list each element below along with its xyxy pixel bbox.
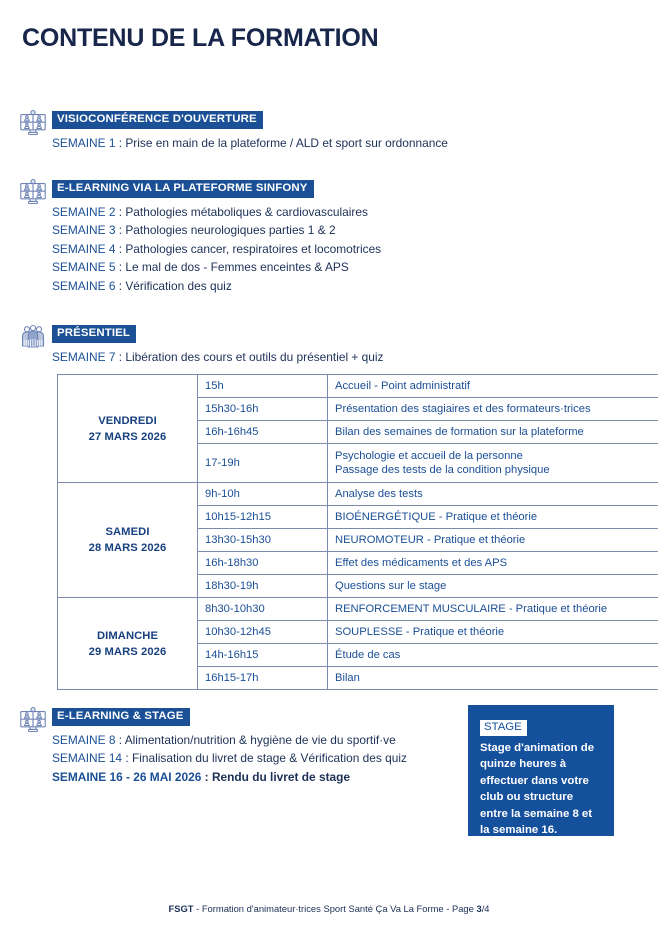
section-row	[18, 177, 381, 295]
description-line: Passage des tests de la condition physique	[335, 464, 550, 476]
table-row	[58, 375, 658, 398]
time-cell: 16h-18h30	[198, 552, 328, 575]
video-conference-icon	[18, 705, 52, 736]
day-name: VENDREDI	[98, 414, 157, 427]
description-line: SOUPLESSE - Pratique et théorie	[335, 626, 505, 638]
description-line: Questions sur le stage	[335, 580, 447, 592]
description-line: Présentation des stagiaires et des formateurs·trices	[335, 403, 591, 415]
week-line	[52, 768, 407, 787]
week-separator: :	[115, 135, 126, 150]
description-line: RENFORCEMENT MUSCULAIRE - Pratique et théorie	[335, 603, 608, 615]
footer-page-total: /4	[481, 903, 490, 914]
week-line	[52, 240, 381, 259]
time-cell: 14h-16h15	[198, 644, 328, 667]
week-separator: :	[201, 769, 212, 784]
table-row	[58, 598, 658, 621]
section-body	[52, 177, 381, 295]
footer-middle: - Formation d'animateur·trices Sport Santé Ça Va La Forme - Page	[193, 903, 477, 914]
time-cell: 16h-16h45	[198, 421, 328, 444]
section-badge	[52, 111, 263, 129]
day-cell	[58, 483, 198, 598]
stage-callout-box	[468, 705, 614, 836]
section-body	[52, 108, 448, 152]
week-text: Pathologies neurologiques parties 1 & 2	[125, 223, 336, 238]
week-label: SEMAINE 5	[52, 260, 116, 275]
day-date: 28 MARS 2026	[88, 542, 167, 554]
week-label: SEMAINE 4	[52, 241, 116, 256]
description-cell	[328, 398, 658, 421]
week-separator: :	[115, 241, 126, 256]
time-cell: 8h30-10h30	[198, 598, 328, 621]
day-cell	[58, 598, 198, 690]
video-conference-icon	[18, 177, 52, 208]
time-cell: 15h30-16h	[198, 398, 328, 421]
week-text: Prise en main de la plateforme / ALD et sport sur ordonnance	[125, 135, 448, 150]
week-label: SEMAINE 6	[52, 278, 116, 293]
stage-callout-text: Stage d'animation de quinze heures à effectuer dans votre club ou structure entre la semaine 8 et la semaine 16.	[480, 741, 595, 836]
week-separator: :	[115, 260, 126, 275]
time-cell: 17-19h	[198, 444, 328, 483]
week-separator: :	[115, 204, 126, 219]
section-1	[18, 108, 448, 152]
section-badge-label: PRÉSENTIEL	[57, 327, 131, 339]
time-cell: 16h15-17h	[198, 667, 328, 690]
week-text: Libération des cours et outils du présentiel + quiz	[125, 349, 384, 364]
week-text: Le mal de dos - Femmes enceintes & APS	[125, 260, 349, 275]
section-badge-label: E-LEARNING & STAGE	[57, 710, 184, 722]
day-date: 29 MARS 2026	[88, 645, 167, 658]
section-2	[18, 177, 381, 295]
description-cell	[328, 506, 658, 529]
description-line: Bilan des semaines de formation sur la plateforme	[335, 426, 584, 438]
description-line: Étude de cas	[335, 649, 401, 661]
day-name: SAMEDI	[105, 526, 150, 538]
time-cell: 10h30-12h45	[198, 621, 328, 644]
section-3	[18, 322, 383, 366]
time-cell: 18h30-19h	[198, 575, 328, 598]
week-label: SEMAINE 3	[52, 223, 116, 238]
week-line	[52, 731, 407, 750]
week-line	[52, 221, 381, 240]
week-line	[52, 134, 448, 153]
week-label: SEMAINE 7	[52, 349, 116, 364]
section-lines	[52, 348, 383, 367]
video-conference-icon	[18, 108, 52, 139]
section-badge	[52, 180, 314, 198]
section-4	[18, 705, 407, 786]
week-text: Pathologies métaboliques & cardiovasculaires	[125, 204, 368, 219]
week-label: SEMAINE 14	[52, 751, 123, 766]
description-cell	[328, 483, 658, 506]
week-text: Finalisation du livret de stage & Vérification des quiz	[131, 751, 407, 766]
section-body	[52, 705, 407, 786]
section-lines	[52, 134, 448, 153]
page-footer	[0, 903, 658, 914]
week-text: Alimentation/nutrition & hygiène de vie du sportif·ve	[124, 732, 396, 747]
description-cell	[328, 644, 658, 667]
description-line: Effet des médicaments et des APS	[335, 557, 508, 569]
description-line: Bilan	[335, 672, 360, 684]
time-cell: 15h	[198, 375, 328, 398]
week-separator: :	[122, 751, 132, 766]
description-line: NEUROMOTEUR - Pratique et théorie	[335, 534, 526, 546]
description-line: Accueil - Point administratif	[335, 380, 470, 392]
time-cell: 10h15-12h15	[198, 506, 328, 529]
week-line	[52, 258, 381, 277]
footer-org: FSGT	[168, 903, 194, 914]
day-cell	[58, 375, 198, 483]
description-cell	[328, 529, 658, 552]
week-label: SEMAINE 1	[52, 135, 116, 150]
section-row	[18, 108, 448, 152]
week-label: SEMAINE 2	[52, 204, 116, 219]
time-cell: 9h-10h	[198, 483, 328, 506]
week-separator: :	[115, 278, 126, 293]
description-cell	[328, 552, 658, 575]
description-cell	[328, 621, 658, 644]
description-cell	[328, 421, 658, 444]
section-badge-emphasis: SINFONY	[255, 182, 308, 194]
week-label: SEMAINE 8	[52, 732, 116, 747]
section-body	[52, 322, 383, 366]
section-badge-label: E-LEARNING VIA LA PLATEFORME	[57, 182, 256, 194]
section-lines	[52, 731, 407, 787]
week-line	[52, 348, 383, 367]
day-date: 27 MARS 2026	[88, 430, 167, 443]
description-line: Psychologie et accueil de la personne	[335, 450, 523, 462]
time-cell: 13h30-15h30	[198, 529, 328, 552]
section-row	[18, 322, 383, 366]
day-name: DIMANCHE	[96, 629, 159, 642]
description-cell	[328, 575, 658, 598]
week-text: Pathologies cancer, respiratoires et locomotrices	[125, 241, 382, 256]
page-title: CONTENU DE LA FORMATION	[22, 24, 379, 52]
stage-callout-label: STAGE	[480, 720, 527, 736]
table-row	[58, 483, 658, 506]
description-cell	[328, 375, 658, 398]
section-lines	[52, 203, 381, 296]
section-badge	[52, 708, 190, 726]
week-text: Vérification des quiz	[125, 278, 232, 293]
week-line	[52, 277, 381, 296]
description-cell	[328, 598, 658, 621]
week-text: Rendu du livret de stage	[211, 769, 351, 784]
description-line: BIOÉNERGÉTIQUE - Pratique et théorie	[335, 511, 538, 523]
week-line	[52, 749, 407, 768]
section-badge	[52, 325, 136, 343]
week-separator: :	[115, 223, 126, 238]
section-badge-label: VISIOCONFÉRENCE D'OUVERTURE	[57, 113, 257, 125]
week-separator: :	[115, 732, 125, 747]
section-row	[18, 705, 407, 786]
schedule-table	[57, 374, 658, 690]
footer-page-current: 3	[476, 903, 482, 914]
week-label: SEMAINE 16 - 26 MAI 2026	[52, 769, 202, 784]
description-cell	[328, 444, 658, 483]
week-separator: :	[115, 349, 126, 364]
description-line: Analyse des tests	[335, 488, 423, 500]
week-line	[52, 203, 381, 222]
description-cell	[328, 667, 658, 690]
group-people-icon	[18, 322, 52, 353]
